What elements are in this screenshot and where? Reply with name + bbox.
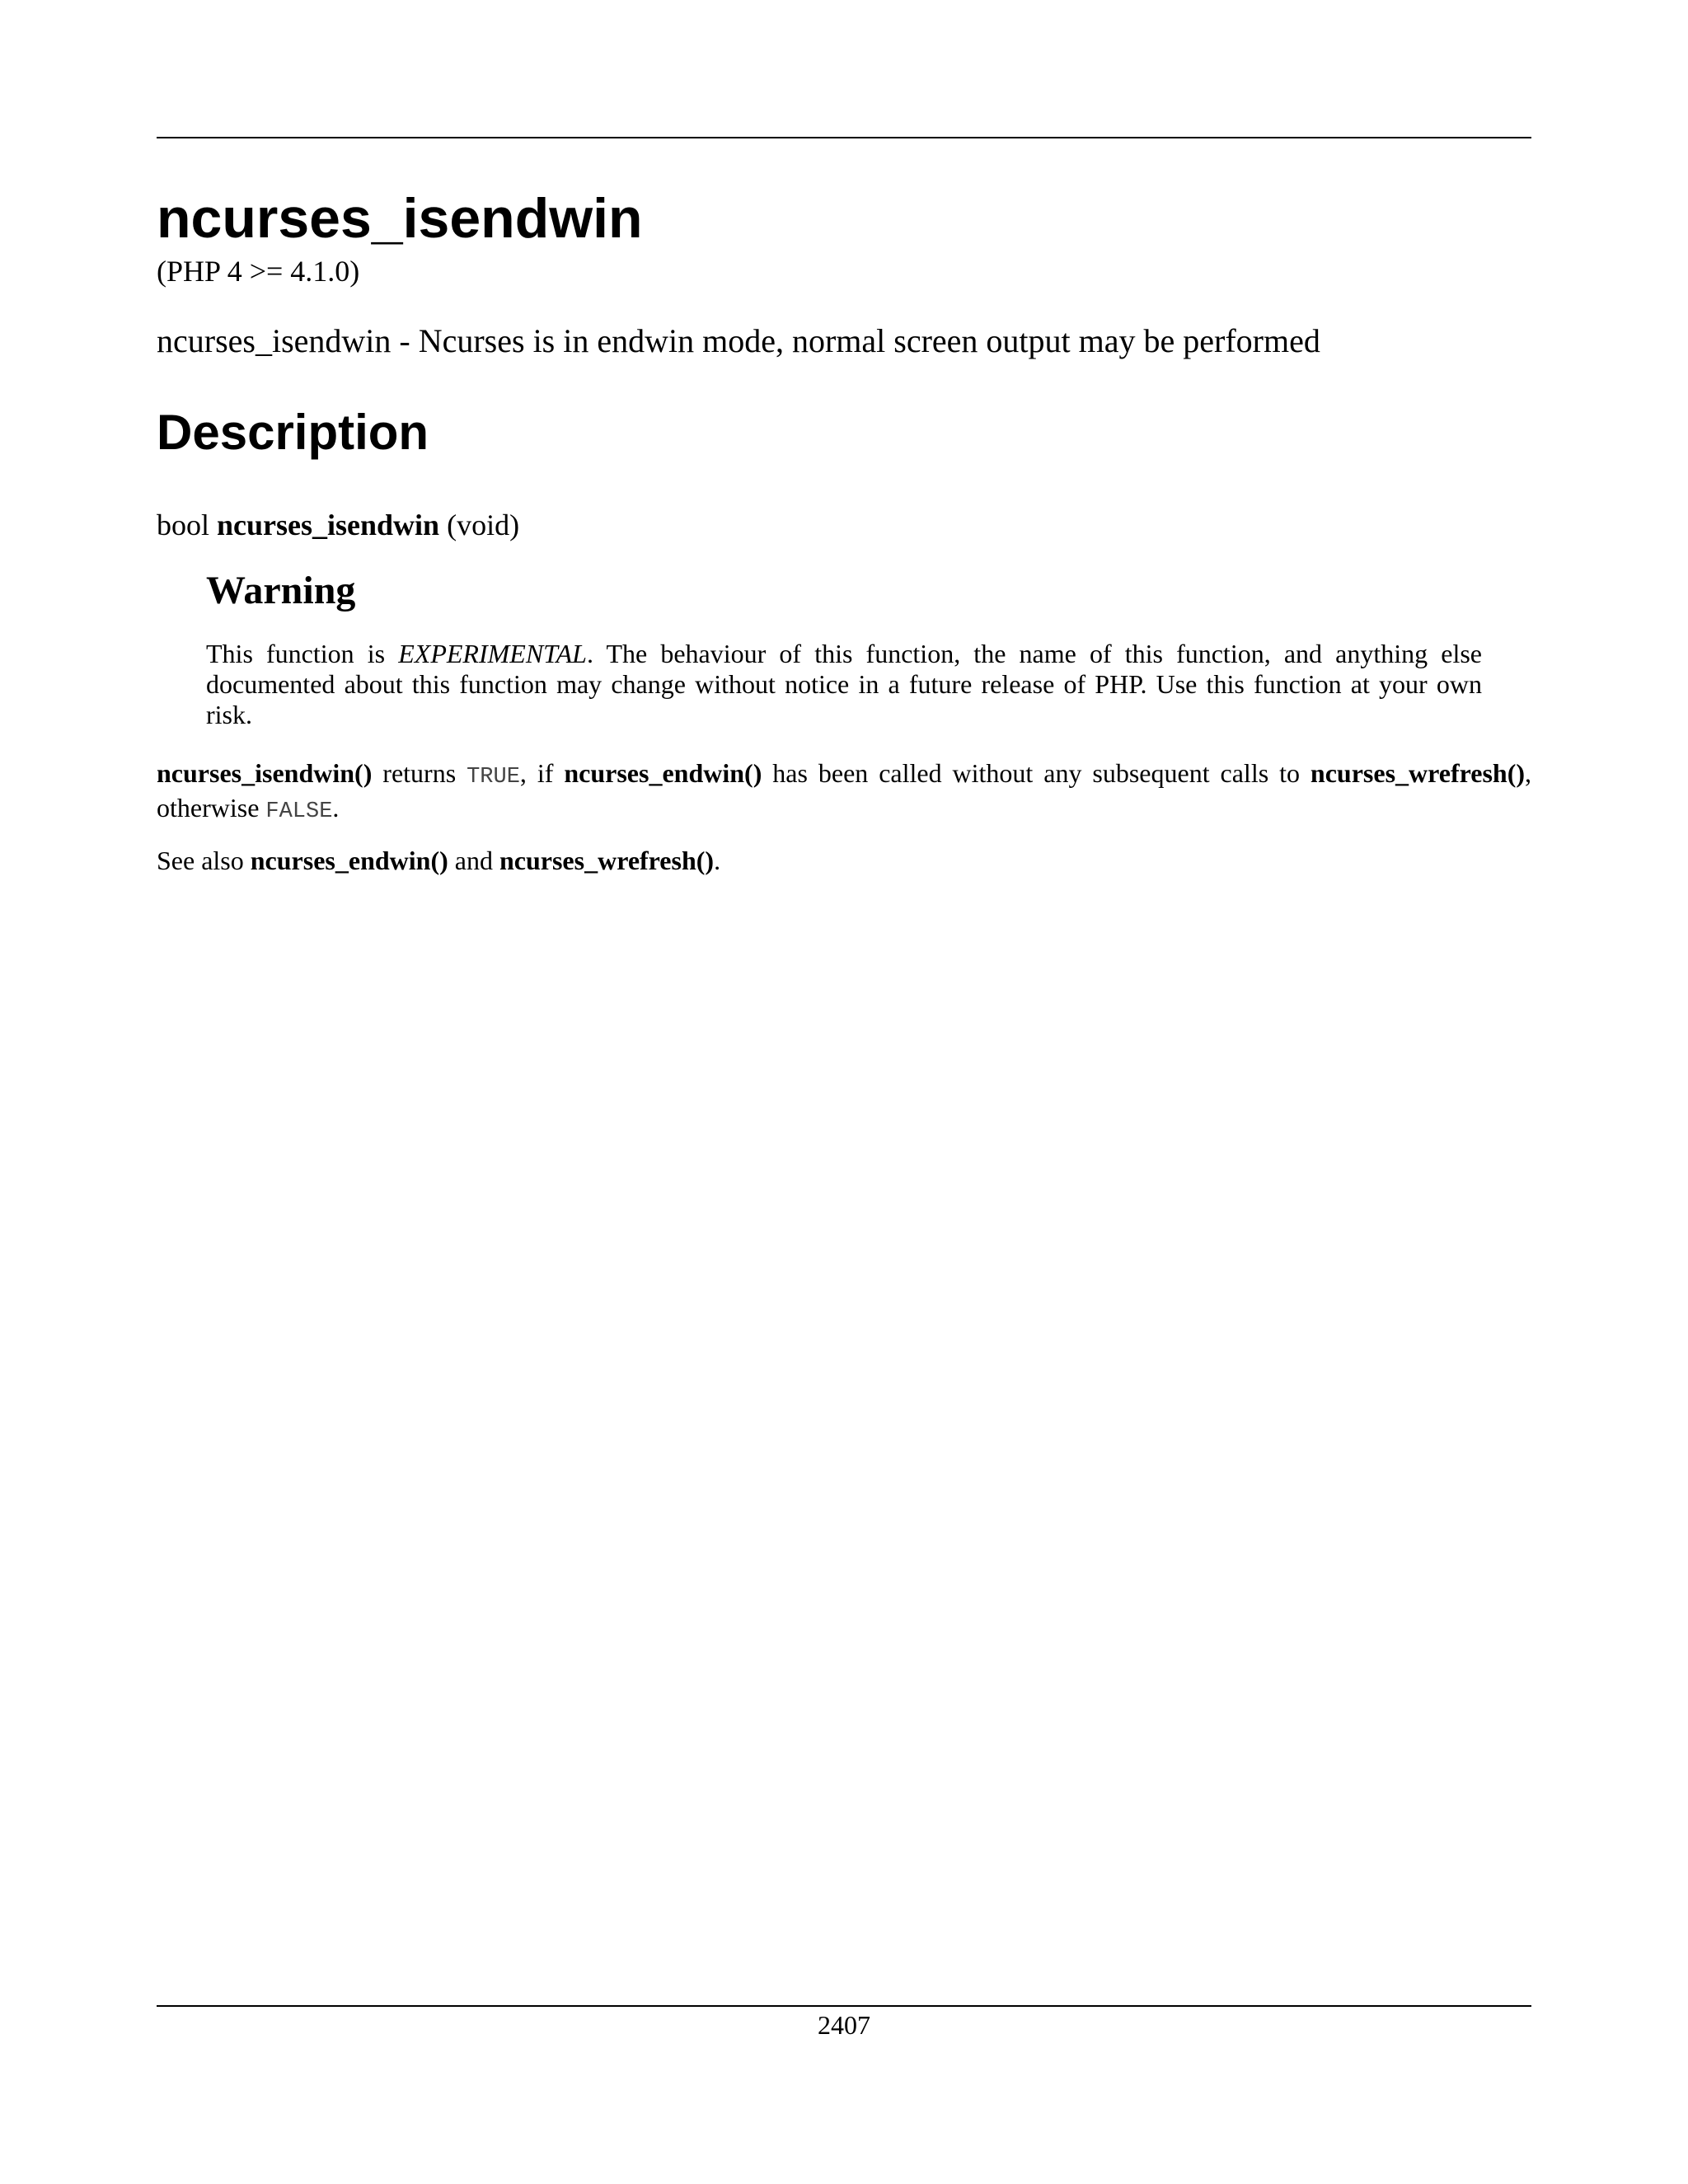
header-rule — [157, 137, 1531, 138]
page-title: ncurses_isendwin — [157, 187, 643, 250]
true-constant: TRUE — [467, 765, 520, 790]
function-synopsis — [157, 508, 519, 543]
function-ref-wrefresh: ncurses_wrefresh() — [1310, 758, 1526, 788]
return-value-paragraph: ncurses_isendwin() returns TRUE, if ncurses_endwin() has been called without any subsequent calls to ncurses_wrefresh(), otherwise FALSE. — [157, 758, 1532, 824]
experimental-emphasis: EXPERIMENTAL — [398, 639, 587, 668]
function-name: ncurses_isendwin — [217, 509, 440, 541]
function-purpose: ncurses_isendwin - Ncurses is in endwin mode, normal screen output may be performed — [157, 322, 1320, 359]
warning-heading: Warning — [206, 569, 356, 612]
warning-text: This function is EXPERIMENTAL. The behaviour of this function, the name of this function, and anything else documented about this function may change without notice in a future release of PHP. Use this function at your own risk. — [206, 639, 1483, 729]
function-ref-isendwin: ncurses_isendwin() — [157, 758, 373, 788]
see-also-wrefresh-link[interactable]: ncurses_wrefresh() — [499, 846, 715, 875]
function-ref-endwin: ncurses_endwin() — [564, 758, 762, 788]
page-number: 2407 — [818, 2010, 870, 2040]
footer-rule — [157, 2005, 1531, 2007]
see-also-paragraph: See also ncurses_endwin() and ncurses_wrefresh(). — [157, 846, 721, 875]
return-type: bool — [157, 509, 210, 541]
description-heading: Description — [157, 405, 429, 460]
false-constant: FALSE — [265, 799, 333, 824]
function-params: (void) — [447, 509, 520, 541]
version-info: (PHP 4 >= 4.1.0) — [157, 255, 360, 288]
see-also-endwin-link[interactable]: ncurses_endwin() — [250, 846, 448, 875]
